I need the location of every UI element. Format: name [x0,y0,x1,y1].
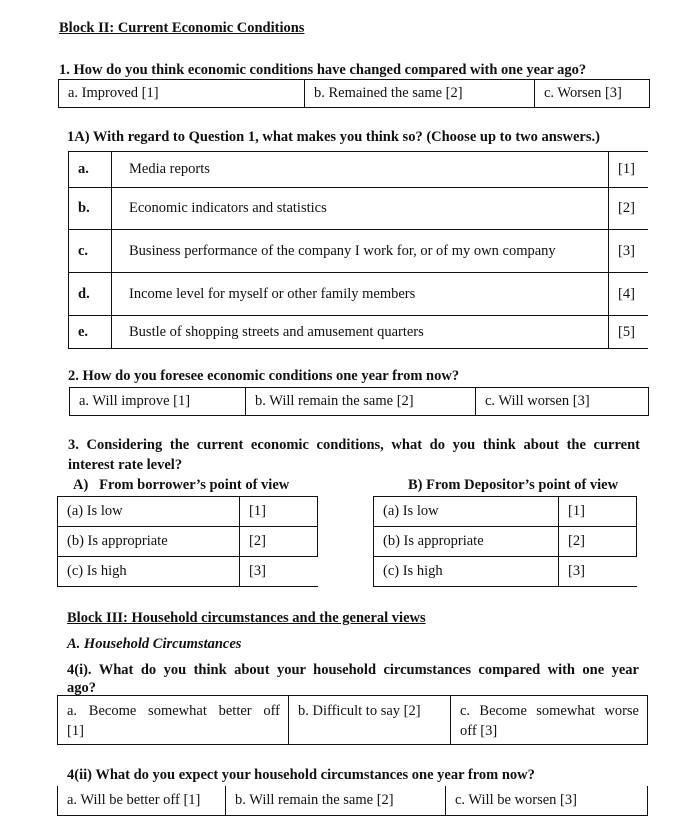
q4i-option-worse[interactable] [451,696,648,745]
q1a-row[interactable] [69,188,649,230]
borrower-row[interactable] [58,557,318,587]
q2-option-improve[interactable]: a. Will improve [1] [70,388,246,416]
q1-option-worsen[interactable]: c. Worsen [3] [535,80,650,108]
q4i-option-difficult-line1: b. Difficult to say [2] [298,703,421,719]
q2-option-worsen[interactable]: c. Will worsen [3] [476,388,649,416]
depositor-row-text: (a) Is low [374,497,559,527]
q1a-row-text: Economic indicators and statistics [112,188,609,230]
q2-option-same[interactable]: b. Will remain the same [2] [246,388,476,416]
borrower-row-text: (a) Is low [58,497,240,527]
depositor-row-code: [1] [559,497,637,527]
question-1: 1. How do you think economic conditions have changed compared with one year ago? [59,62,587,78]
q1a-row-code: [4] [609,273,649,316]
question-4i-line2: ago? [67,680,96,696]
depositor-row[interactable] [374,527,637,557]
depositor-row[interactable] [374,557,637,587]
q1a-row-letter: c. [69,230,112,273]
q1-options-table [58,79,650,108]
q1a-row-letter: d. [69,273,112,316]
q1a-row-code: [3] [609,230,649,273]
q4i-option-difficult[interactable] [289,696,451,745]
q1a-reasons-table [68,151,648,349]
q4i-option-better-line1: a. Become somewhat better off [67,703,280,719]
q4ii-option-better[interactable]: a. Will be better off [1] [58,786,226,816]
q1a-row-letter: a. [69,152,112,188]
question-2: 2. How do you foresee economic conditions one year from now? [68,368,460,384]
depositor-row-code: [3] [559,557,637,587]
borrower-row[interactable] [58,497,318,527]
q4i-option-worse-line2: off [3] [460,723,498,739]
q1-option-same[interactable]: b. Remained the same [2] [305,80,535,108]
depositor-view-title: B) From Depositor’s point of view [408,477,619,493]
q1a-row-letter: b. [69,188,112,230]
borrower-row[interactable] [58,527,318,557]
depositor-row[interactable] [374,497,637,527]
borrower-view-table [57,496,318,587]
depositor-row-text: (b) Is appropriate [374,527,559,557]
question-3-line1: 3. Considering the current economic conditions, what do you think about the current [68,437,640,453]
q1a-row-letter: e. [69,316,112,349]
depositor-row-text: (c) Is high [374,557,559,587]
borrower-row-text: (b) Is appropriate [58,527,240,557]
depositor-view-table [373,496,637,587]
q4ii-options-table [57,786,648,816]
q4ii-option-same[interactable]: b. Will remain the same [2] [226,786,446,816]
borrower-row-text: (c) Is high [58,557,240,587]
q1-option-improved[interactable]: a. Improved [1] [59,80,305,108]
depositor-row-code: [2] [559,527,637,557]
q1a-row[interactable] [69,273,649,316]
q1a-row[interactable] [69,230,649,273]
block-3-title: Block III: Household circumstances and the general views [67,610,426,626]
question-1a: 1A) With regard to Question 1, what makes you think so? (Choose up to two answers.) [67,129,600,145]
borrower-row-code: [1] [240,497,318,527]
q1a-row[interactable] [69,152,649,188]
borrower-row-code: [2] [240,527,318,557]
q1a-row[interactable] [69,316,649,349]
borrower-view-title: A) From borrower’s point of view [73,477,290,493]
q4i-options-table [57,695,648,745]
q1a-row-text: Media reports [112,152,609,188]
q1a-row-text: Income level for myself or other family members [112,273,609,316]
borrower-row-code: [3] [240,557,318,587]
question-4i-line1: 4(i). What do you think about your household circumstances compared with one year [67,662,639,678]
q4i-option-better[interactable] [58,696,289,745]
question-4ii: 4(ii) What do you expect your household circumstances one year from now? [67,767,535,783]
q2-options-table [69,387,649,416]
block-2-title: Block II: Current Economic Conditions [59,20,305,36]
question-3-line2: interest rate level? [68,457,183,473]
q4i-option-worse-line1: c. Become somewhat worse [460,703,639,719]
q1a-row-text: Business performance of the company I work for, or of my own company [112,230,609,273]
q1a-row-code: [1] [609,152,649,188]
q4i-option-better-line2: [1] [67,723,84,739]
q1a-row-text: Bustle of shopping streets and amusement quarters [112,316,609,349]
q1a-row-code: [5] [609,316,649,349]
q1a-row-code: [2] [609,188,649,230]
q4ii-option-worsen[interactable]: c. Will be worsen [3] [446,786,648,816]
household-circumstances-subtitle: A. Household Circumstances [67,636,242,652]
